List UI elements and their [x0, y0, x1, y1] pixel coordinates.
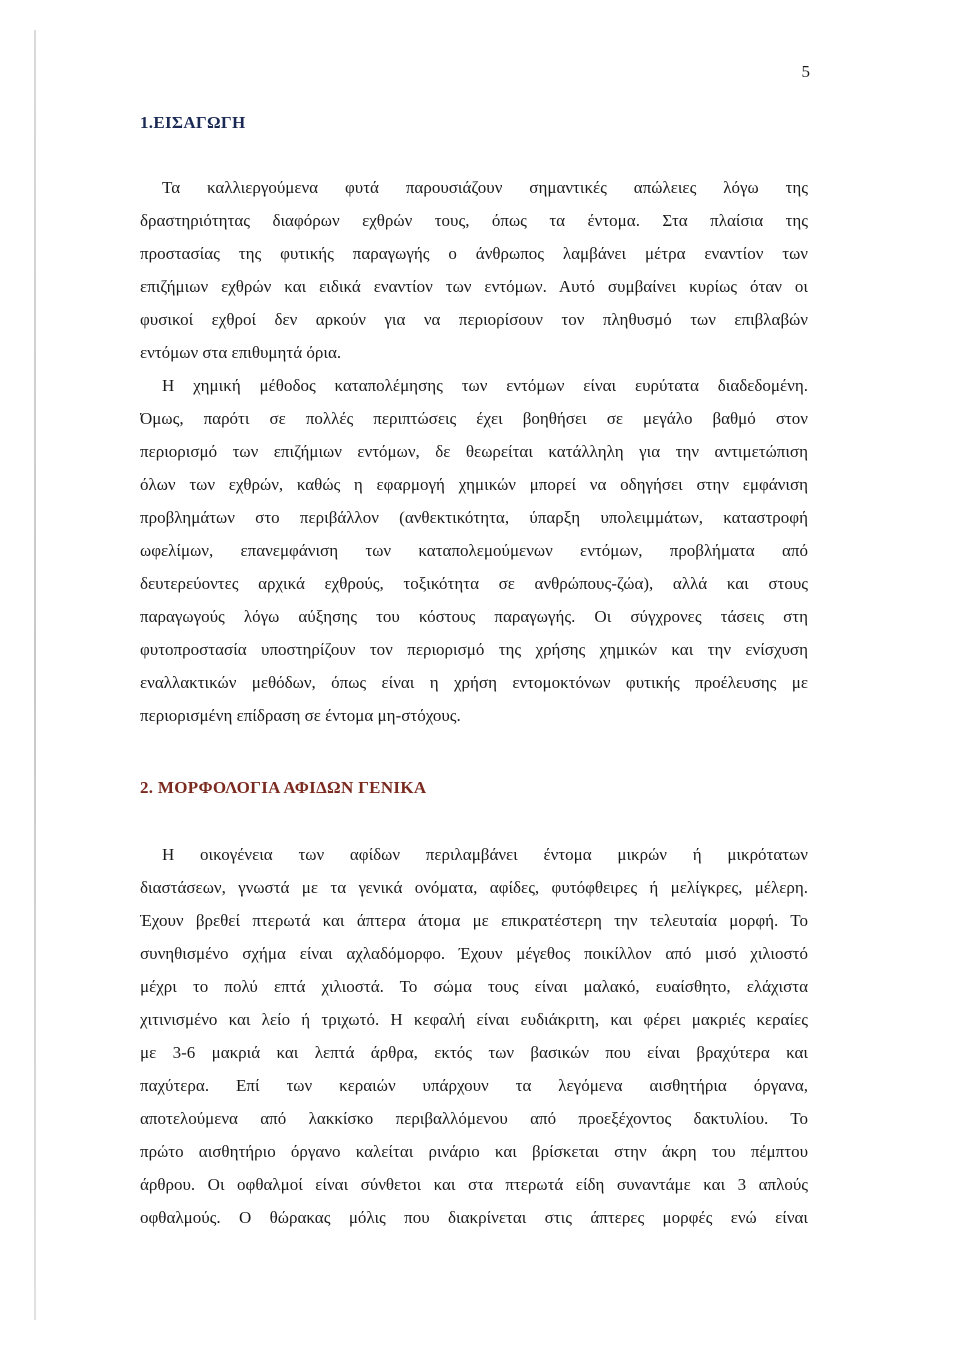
text-line: επιζήμιων εχθρών και ειδικά εναντίον των εντόμων. Αυτό συμβαίνει κυρίως όταν οι: [140, 277, 808, 296]
text-line: παχύτερα. Επί των κεραιών υπάρχουν τα λεγόμενα αισθητήρια όργανα,: [140, 1076, 808, 1095]
text-line: εναλλακτικών μεθόδων, όπως είναι η χρήση εντομοκτόνων φυτικής προέλευσης με: [140, 673, 808, 692]
section-2-heading: 2. ΜΟΡΦΟΛΟΓΙΑ ΑΦΙΔΩΝ ΓΕΝΙΚΑ: [140, 778, 427, 797]
text-line: με 3-6 μακριά και λεπτά άρθρα, εκτός των βασικών που είναι βραχύτερα και: [140, 1043, 808, 1062]
text-line: πρώτο αισθητήριο όργανο καλείται ρινάριο και βρίσκεται στην άκρη του πέμπτου: [140, 1142, 808, 1161]
text-line: ωφελίμων, επανεμφάνιση των καταπολεμούμενων εντόμων, προβλήματα από: [140, 541, 808, 560]
text-line: άρθρου. Οι οφθαλμοί είναι σύνθετοι και στα πτερωτά είδη συναντάμε και 3 απλούς: [140, 1175, 808, 1194]
text-line: διαστάσεων, γνωστά με τα γενικά ονόματα, αφίδες, φυτόφθειρες ή μελίγκρες, μέλερη.: [140, 878, 808, 897]
text-line: φυσικοί εχθροί δεν αρκούν για να περιορίσουν τον πληθυσμό των επιβλαβών: [140, 310, 808, 329]
text-line: Η χημική μέθοδος καταπολέμησης των εντόμων είναι ευρύτατα διαδεδομένη.: [162, 376, 808, 395]
text-line: αποτελούμενα από λακκίσκο περιβαλλόμενου από προεξέχοντος δακτυλίου. Το: [140, 1109, 808, 1128]
text-line: οφθαλμούς. Ο θώρακας μόλις που διακρίνεται στις άπτερες μορφές ενώ είναι: [140, 1208, 808, 1227]
text-line: Τα καλλιεργούμενα φυτά παρουσιάζουν σημαντικές απώλειες λόγω της: [162, 178, 808, 197]
text-line: μέχρι το πολύ επτά χιλιοστά. Το σώμα τους είναι μαλακό, ευαίσθητο, ελάχιστα: [140, 977, 808, 996]
text-line: περιορισμένη επίδραση σε έντομα μη-στόχους.: [140, 706, 461, 725]
scan-edge-shadow: [34, 30, 36, 1320]
text-line: προβλημάτων στο περιβάλλον (ανθεκτικότητα, ύπαρξη υπολειμμάτων, καταστροφή: [140, 508, 808, 527]
page-number: 5: [801, 62, 810, 81]
text-line: εντόμων στα επιθυμητά όρια.: [140, 343, 342, 362]
section-1-heading: 1.ΕΙΣΑΓΩΓΗ: [140, 113, 246, 132]
text-line: συνηθισμένο σχήμα είναι αχλαδόμορφο. Έχουν μέγεθος ποικίλλον από μισό χιλιοστό: [140, 944, 808, 963]
section-1-paragraph-1: [140, 171, 808, 369]
text-line: φυτοπροστασία υποστηρίζουν τον περιορισμό της χρήσης χημικών και την ενίσχυση: [140, 640, 808, 659]
text-line: Έχουν βρεθεί πτερωτά και άπτερα άτομα με επικρατέστερη την τελευταία μορφή. Το: [140, 911, 808, 930]
text-line: δραστηριότητας διαφόρων εχθρών τους, όπως τα έντομα. Στα πλαίσια της: [140, 211, 808, 230]
section-2-paragraph-1: [140, 838, 808, 1234]
text-line: παραγωγούς λόγω αύξησης του κόστους παραγωγής. Οι σύγχρονες τάσεις στη: [140, 607, 808, 626]
text-line: περιορισμό των επιζήμιων εντόμων, δε θεωρείται κατάλληλη για την αντιμετώπιση: [140, 442, 808, 461]
document-body: [140, 113, 808, 1234]
text-line: χιτινισμένο και λείο ή τριχωτό. Η κεφαλή είναι ευδιάκριτη, και φέρει μακριές κεραίες: [140, 1010, 808, 1029]
section-1-paragraph-2: [140, 369, 808, 732]
text-line: Όμως, παρότι σε πολλές περιπτώσεις έχει βοηθήσει σε μεγάλο βαθμό στον: [140, 409, 808, 428]
text-line: Η οικογένεια των αφίδων περιλαμβάνει έντομα μικρών ή μικρότατων: [162, 845, 808, 864]
text-line: όλων των εχθρών, καθώς η εφαρμογή χημικών μπορεί να οδηγήσει στην εμφάνιση: [140, 475, 808, 494]
text-line: προστασίας της φυτικής παραγωγής ο άνθρωπος λαμβάνει μέτρα εναντίον των: [140, 244, 808, 263]
text-line: δευτερεύοντες αρχικά εχθρούς, τοξικότητα σε ανθρώπους-ζώα), αλλά και στους: [140, 574, 808, 593]
